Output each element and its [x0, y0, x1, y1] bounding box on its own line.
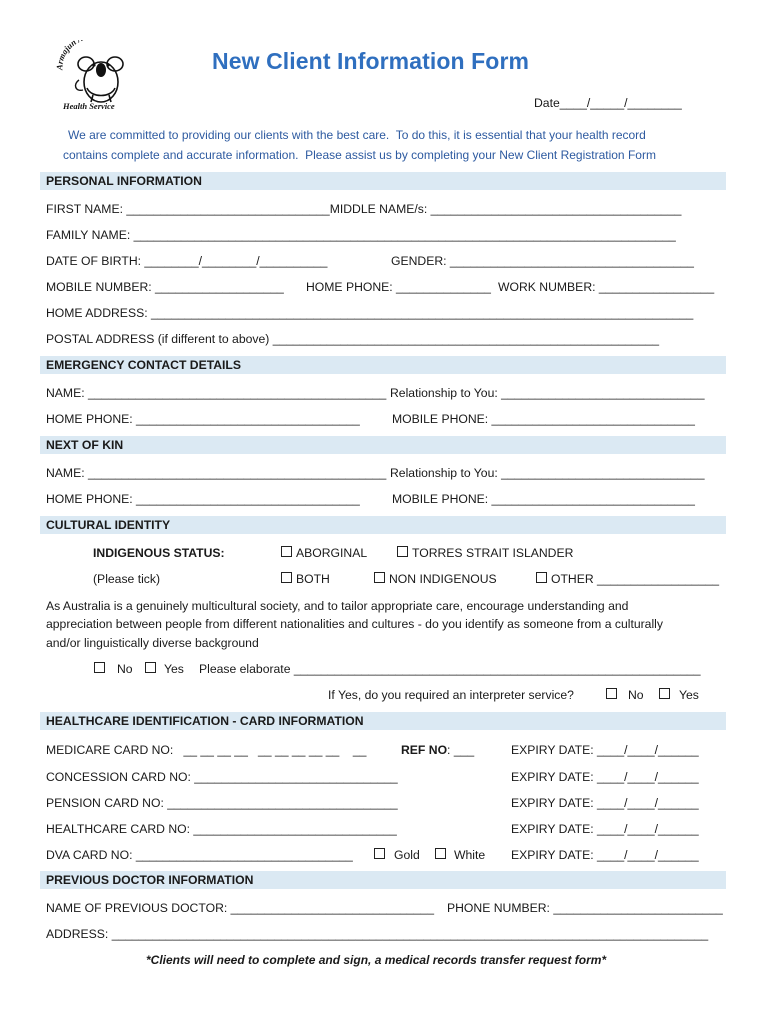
interpreter-yes-label: Yes [679, 688, 699, 702]
cald-paragraph-line-3: and/or linguistically diverse background [46, 636, 259, 650]
ref-no-blank: : ___ [447, 743, 475, 757]
elaborate-field[interactable]: Please elaborate ____________________________________________________________ [199, 662, 701, 676]
work-number-field[interactable]: WORK NUMBER: _________________ [498, 280, 715, 294]
section-previous-doctor [40, 871, 726, 889]
section-heading: HEALTHCARE IDENTIFICATION - CARD INFORMATION [46, 714, 364, 728]
intro-line-2: contains complete and accurate information. Please assist us by completing your New Client Registration Form [63, 148, 656, 162]
home-address-field[interactable]: HOME ADDRESS: ________________________________________________________________________________ [46, 306, 694, 320]
first-middle-name-field[interactable]: FIRST NAME: ______________________________MIDDLE NAME/s: _____________________________________ [46, 202, 682, 216]
date-of-birth-field[interactable]: DATE OF BIRTH: ________/________/__________ [46, 254, 328, 268]
medicare-expiry-field[interactable]: EXPIRY DATE: ____/____/______ [511, 743, 699, 757]
section-heading: EMERGENCY CONTACT DETAILS [46, 358, 242, 372]
kin-home-phone-field[interactable]: HOME PHONE: _________________________________ [46, 492, 360, 506]
cald-yes-checkbox[interactable] [145, 662, 156, 673]
section-cultural-identity [40, 516, 726, 534]
dva-card-field[interactable]: DVA CARD NO: ________________________________ [46, 848, 353, 862]
emergency-home-phone-field[interactable]: HOME PHONE: _________________________________ [46, 412, 360, 426]
interpreter-no-checkbox[interactable] [606, 688, 617, 699]
interpreter-yes-checkbox[interactable] [659, 688, 670, 699]
non-indigenous-label: NON INDIGENOUS [389, 572, 497, 586]
torres-strait-checkbox[interactable] [397, 546, 408, 557]
cald-paragraph-line-2: appreciation between people from different nationalities and cultures - do you identify as someone from a culturally [46, 617, 663, 631]
concession-expiry-field[interactable]: EXPIRY DATE: ____/____/______ [511, 770, 699, 784]
interpreter-no-label: No [628, 688, 644, 702]
dva-white-label: White [454, 848, 486, 862]
date-field[interactable]: Date____/_____/________ [534, 96, 682, 110]
dva-gold-label: Gold [394, 848, 420, 862]
dva-expiry-field[interactable]: EXPIRY DATE: ____/____/______ [511, 848, 699, 862]
cald-no-checkbox[interactable] [94, 662, 105, 673]
emergency-relationship-field[interactable]: Relationship to You: ______________________________ [390, 386, 705, 400]
aboriginal-checkbox[interactable] [281, 546, 292, 557]
healthcare-expiry-field[interactable]: EXPIRY DATE: ____/____/______ [511, 822, 699, 836]
ref-no-field[interactable] [401, 743, 474, 757]
other-field[interactable]: OTHER __________________ [551, 572, 720, 586]
kin-relationship-field[interactable]: Relationship to You: ______________________________ [390, 466, 705, 480]
intro-line-1: We are committed to providing our clients with the best care. To do this, it is essential that your health record [68, 128, 646, 142]
section-heading: NEXT OF KIN [46, 438, 124, 452]
other-checkbox[interactable] [536, 572, 547, 583]
dva-gold-checkbox[interactable] [374, 848, 385, 859]
please-tick-label: (Please tick) [93, 572, 161, 586]
previous-doctor-phone-field[interactable]: PHONE NUMBER: _________________________ [447, 901, 723, 915]
mobile-number-field[interactable]: MOBILE NUMBER: ___________________ [46, 280, 284, 294]
medicare-card-field[interactable]: MEDICARE CARD NO: __ __ __ __ __ __ __ __ __ __ [46, 743, 367, 757]
cald-yes-label: Yes [164, 662, 184, 676]
pension-expiry-field[interactable]: EXPIRY DATE: ____/____/______ [511, 796, 699, 810]
previous-doctor-address-field[interactable]: ADDRESS: ________________________________________________________________________________________ [46, 927, 709, 941]
logo-top-text: Armajun [55, 40, 78, 71]
organisation-logo [55, 40, 145, 116]
section-personal-information [40, 172, 726, 190]
section-emergency-contact [40, 356, 726, 374]
kin-name-field[interactable]: NAME: ____________________________________________ [46, 466, 387, 480]
cald-no-label: No [117, 662, 133, 676]
pension-card-field[interactable]: PENSION CARD NO: __________________________________ [46, 796, 398, 810]
koala-logo-icon [55, 40, 145, 116]
logo-bottom-text: Health Service [63, 101, 115, 111]
kin-mobile-phone-field[interactable]: MOBILE PHONE: ______________________________ [392, 492, 695, 506]
dva-white-checkbox[interactable] [435, 848, 446, 859]
gender-field[interactable]: GENDER: ____________________________________ [391, 254, 694, 268]
healthcare-card-field[interactable]: HEALTHCARE CARD NO: ______________________________ [46, 822, 397, 836]
section-heading: PERSONAL INFORMATION [46, 174, 202, 188]
both-checkbox[interactable] [281, 572, 292, 583]
home-phone-field[interactable]: HOME PHONE: ______________ [306, 280, 491, 294]
section-healthcare-identification [40, 712, 726, 730]
section-heading: PREVIOUS DOCTOR INFORMATION [46, 873, 254, 887]
indigenous-status-label: INDIGENOUS STATUS: [93, 546, 225, 560]
section-next-of-kin [40, 436, 726, 454]
concession-card-field[interactable]: CONCESSION CARD NO: ______________________________ [46, 770, 398, 784]
family-name-field[interactable]: FAMILY NAME: ________________________________________________________________________________ [46, 228, 676, 242]
emergency-mobile-phone-field[interactable]: MOBILE PHONE: ______________________________ [392, 412, 695, 426]
postal-address-field[interactable]: POSTAL ADDRESS (if different to above) _________________________________________________________ [46, 332, 660, 346]
emergency-name-field[interactable]: NAME: ____________________________________________ [46, 386, 387, 400]
section-heading: CULTURAL IDENTITY [46, 518, 171, 532]
form-title: New Client Information Form [212, 48, 530, 74]
interpreter-question: If Yes, do you required an interpreter service? [328, 688, 574, 702]
both-label: BOTH [296, 572, 330, 586]
previous-doctor-name-field[interactable]: NAME OF PREVIOUS DOCTOR: ______________________________ [46, 901, 434, 915]
transfer-request-footnote: *Clients will need to complete and sign, a medical records transfer request form* [146, 953, 607, 967]
aboriginal-label: ABORGINAL [296, 546, 368, 560]
cald-paragraph-line-1: As Australia is a genuinely multicultural society, and to tailor appropriate care, encourage understanding and [46, 599, 629, 613]
non-indigenous-checkbox[interactable] [374, 572, 385, 583]
torres-strait-label: TORRES STRAIT ISLANDER [412, 546, 574, 560]
ref-no-label: REF NO [401, 743, 448, 757]
